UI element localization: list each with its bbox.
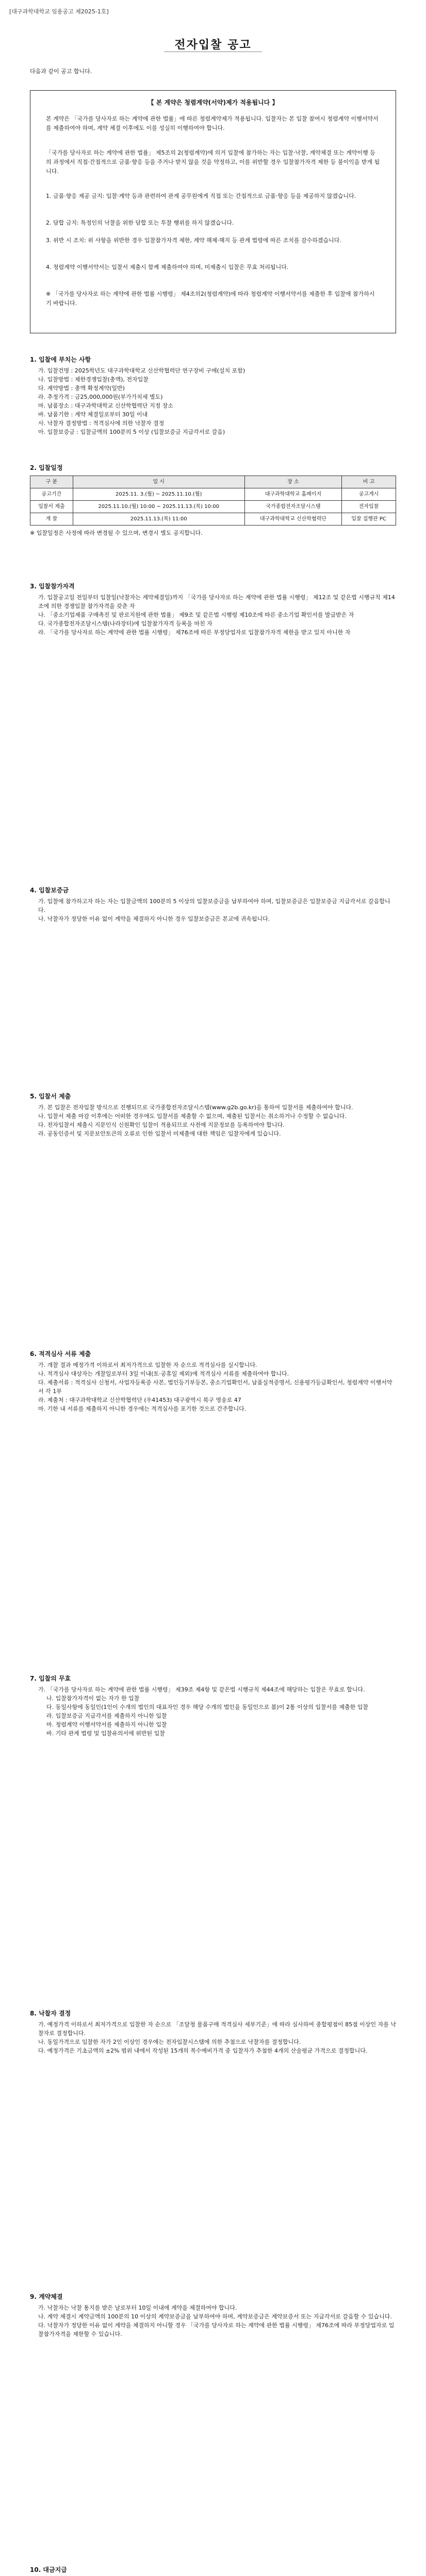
section-line: 나. 동일가격으로 입찰한 자가 2인 이상인 경우에는 전자입찰시스템에 의한 추첨으로 낙찰자를 결정합니다. <box>38 2039 301 2045</box>
table-header-cell: 비 고 <box>342 476 396 488</box>
section-line: 라. 「국가를 당사자로 하는 계약에 관한 법률 시행령」 제76조에 따른 부정당업자로 입찰참가자격 제한을 받고 있지 아니한 자 <box>38 629 351 636</box>
section-line: 다. 동일사항에 동일인(1인이 수개의 법인의 대표자인 경우 해당 수개의 법인을 동일인으로 봄)이 2통 이상의 입찰서를 제출한 입찰 <box>46 1704 368 1710</box>
notice-paragraph: 3. 위반 시 조치: 위 사항을 위반한 경우 입찰참가자격 제한, 계약 해제·해지 등 관계 법령에 따른 조치를 감수하겠습니다. <box>46 237 341 244</box>
section-line: 라. 입찰보증금 지급각서를 제출하지 아니한 입찰 <box>46 1713 167 1719</box>
section-award <box>30 2009 396 2055</box>
notice-paragraph: 1. 금품·향응 제공 금지: 입찰·계약 등과 관련하여 관계 공무원에게 직접 또는 간접적으로 금품·향응 등을 제공하지 않겠습니다. <box>46 193 356 199</box>
notice-paragraph: 「국가를 당사자로 하는 계약에 관한 법률」 제5조의 2(청렴계약)에 의거 입찰에 참가하는 자는 입찰·낙찰, 계약체결 또는 계약이행 등의 과정에서 직접·간접적으로 금품·향응 등을 주거나 받지 않을 것을 약정하고, 이를 위반할 경우 입찰참가자격 제한 등 불이익을 받게 됩니다. <box>46 149 380 175</box>
notice-box-title: 【 본 계약은 청렴계약(서약)제가 적용됩니다 】 <box>148 99 278 106</box>
section-line: 가. 개찰 결과 예정가격 이하로서 최저가격으로 입찰한 자 순으로 적격심사를 실시합니다. <box>38 1362 257 1368</box>
table-header-row <box>30 476 396 488</box>
notice-paragraph: 본 계약은 「국가를 당사자로 하는 계약에 관한 법률」에 따른 청렴계약제가 적용됩니다. 입찰자는 본 입찰 참여시 청렴계약 이행서약서를 제출하여야 하며, 계약 체결 이후에도 이를 성실히 이행하여야 합니다. <box>46 115 379 131</box>
document-page <box>9 0 417 2576</box>
table-cell: 국가종합전자조달시스템 <box>244 501 341 513</box>
section-line: 다. 예정가격은 기초금액의 ±2% 범위 내에서 작성된 15개의 복수예비가격 중 입찰자가 추첨한 4개의 산술평균 가격으로 결정합니다. <box>38 2047 368 2054</box>
section-title: 10. 대금지급 <box>30 2566 67 2573</box>
section-line: 마. 납품장소 : 대구과학대학교 신산학협력단 지정 장소 <box>38 402 173 409</box>
table-cell: 대구과학대학교 신산학협력단 <box>244 513 341 526</box>
section-line: 가. 「국가를 당사자로 하는 계약에 관한 법률 시행령」 제39조 제4항 및 같은법 시행규칙 제44조에 해당하는 입찰은 무효로 합니다. <box>38 1686 365 1693</box>
section-invalid-bids <box>30 1674 396 1738</box>
section-payment <box>30 2566 396 2576</box>
section-line: 라. 공동인증서 및 지문보안토큰의 오류로 인한 입찰서 미제출에 대한 책임은 입찰자에게 있습니다. <box>38 1130 281 1137</box>
table-cell: 2025.11. 3.(월) ~ 2025.11.10.(월) <box>73 488 244 501</box>
section-bid-items <box>30 355 396 436</box>
section-bid-bond <box>30 886 396 923</box>
table-row <box>30 488 396 501</box>
table-row <box>30 501 396 513</box>
intro-text: 다음과 같이 공고 합니다. <box>30 68 92 75</box>
section-line: 마. 청렴계약 이행서약서를 제출하지 아니한 입찰 <box>46 1721 167 1728</box>
section-qualification-docs <box>30 1350 396 1413</box>
table-header-cell: 일 시 <box>73 476 244 488</box>
section-title: 5. 입찰서 제출 <box>30 1093 71 1100</box>
section-line: 나. 입찰방법 : 제한경쟁입찰(총액), 전자입찰 <box>38 376 149 383</box>
section-line: 다. 낙찰자가 정당한 이유 없이 계약을 체결하지 아니할 경우 「국가를 당사자로 하는 계약에 관한 법률 시행령」 제76조에 따라 부정당업자로 입찰참가자격을 제한할 수 있습니다. <box>38 2322 395 2337</box>
section-contract <box>30 2293 396 2338</box>
section-line: 다. 계약방법 : 총액 확정계약(일반) <box>38 385 125 392</box>
section-line: 아. 입찰보증금 : 입찰금액의 100분의 5 이상 (입찰보증금 지급각서로 갈음) <box>38 429 225 435</box>
section-line: 가. 예정가격 이하로서 최저가격으로 입찰한 자 순으로 「조달청 물품구매 적격심사 세부기준」에 따라 심사하여 종합평점이 85점 이상인 자를 낙찰자로 결정합니다. <box>38 2021 396 2037</box>
section-title: 1. 입찰에 부치는 사항 <box>30 356 91 363</box>
integrity-contract-box <box>30 90 396 333</box>
section-line: 다. 제출서류 : 적격심사 신청서, 사업자등록증 사본, 법인등기부등본, 중소기업확인서, 납품실적증명서, 신용평가등급확인서, 청렴계약 이행서약서 각 1부 <box>38 1379 392 1395</box>
section-line: 나. 「중소기업제품 구매촉진 및 판로지원에 관한 법률」 제9조 및 같은법 시행령 제10조에 따른 중소기업 확인서를 발급받은 자 <box>38 612 354 618</box>
table-header-cell: 장 소 <box>244 476 341 488</box>
section-line: 가. 입찰건명 : 2025학년도 대구과학대학교 신산학협력단 연구장비 구매(설치 포함) <box>38 367 245 374</box>
section-line: 바. 납품기한 : 계약 체결일로부터 30일 이내 <box>38 411 148 418</box>
section-title: 6. 적격심사 서류 제출 <box>30 1350 91 1358</box>
table-cell: 2025.11.13.(목) 11:00 <box>73 513 244 526</box>
table-cell: 2025.11.10.(월) 10:00 ~ 2025.11.13.(목) 10:00 <box>73 501 244 513</box>
section-line: 나. 낙찰자가 정당한 이유 없이 계약을 체결하지 아니한 경우 입찰보증금은 본교에 귀속됩니다. <box>38 916 270 922</box>
table-cell: 대구과학대학교 홈페이지 <box>244 488 341 501</box>
table-cell: 개 찰 <box>30 513 73 526</box>
section-line: 라. 제출처 : 대구과학대학교 신산학협력단 (우41453) 대구광역시 북구 영송로 47 <box>38 1397 241 1403</box>
section-title: 3. 입찰참가자격 <box>30 583 75 590</box>
section-line: 가. 낙찰자는 낙찰 통지를 받은 날로부터 10일 이내에 계약을 체결하여야 합니다. <box>38 2304 237 2311</box>
section-line: 다. 국가종합전자조달시스템(나라장터)에 입찰참가자격 등록을 마친 자 <box>38 620 212 627</box>
section-bid-submission <box>30 1092 396 1138</box>
section-title: 7. 입찰의 무효 <box>30 1675 71 1682</box>
section-line: 사. 낙찰자 결정방법 : 적격심사에 의한 낙찰자 결정 <box>38 420 165 427</box>
table-cell: 입찰서 제출 <box>30 501 73 513</box>
section-line: 나. 입찰참가자격이 없는 자가 한 입찰 <box>46 1695 140 1702</box>
table-cell: 공고기간 <box>30 488 73 501</box>
section-line: 라. 추정가격 : 금25,000,000원(부가가치세 별도) <box>38 394 163 400</box>
section-eligibility <box>30 582 396 637</box>
section-line: 가. 입찰공고일 전일부터 입찰일(낙찰자는 계약체결일)까지 「국가를 당사자로 하는 계약에 관한 법률 시행령」 제12조 및 같은법 시행규칙 제14조에 의한 경쟁입찰 참가자격을 갖춘 자 <box>38 594 395 609</box>
schedule-note: ※ 입찰일정은 사정에 따라 변경될 수 있으며, 변경시 별도 공지합니다. <box>30 530 203 536</box>
section-line: 나. 입찰서 제출 마감 이후에는 어떠한 경우에도 입찰서를 제출할 수 없으며, 제출된 입찰서는 취소하거나 수정할 수 없습니다. <box>38 1113 347 1120</box>
section-line: 나. 적격심사 대상자는 개찰일로부터 3일 이내(토·공휴일 제외)에 적격심사 서류를 제출하여야 합니다. <box>38 1370 289 1377</box>
section-line: 다. 전자입찰서 제출시 지문인식 신원확인 입찰이 적용되므로 사전에 지문정보를 등록하여야 합니다. <box>38 1122 285 1128</box>
section-title: 9. 계약체결 <box>30 2293 63 2300</box>
section-title: 4. 입찰보증금 <box>30 887 69 894</box>
section-title: 8. 낙찰자 결정 <box>30 2010 71 2017</box>
notice-paragraph: ※ 「국가를 당사자로 하는 계약에 관한 법률 시행령」 제4조의2(청렴계약)에 따라 청렴계약 이행서약서를 제출한 후 입찰에 참가하시기 바랍니다. <box>46 291 375 307</box>
table-header-cell: 구 분 <box>30 476 73 488</box>
announcement-number: [대구과학대학교 임용공고 제2025-1호] <box>9 8 109 15</box>
table-cell: 전자입찰 <box>342 501 396 513</box>
table-cell: 입찰 집행관 PC <box>342 513 396 526</box>
schedule-table <box>30 476 396 526</box>
section-line: 가. 본 입찰은 전자입찰 방식으로 진행되므로 국가종합전자조달시스템(www.g2b.go.kr)을 통하여 입찰서를 제출하여야 합니다. <box>38 1104 353 1111</box>
section-line: 바. 기타 관계 법령 및 입찰유의서에 위반된 입찰 <box>46 1730 165 1737</box>
page-title: 전자입찰 공고 <box>174 39 252 52</box>
notice-paragraph: 2. 담합 금지: 특정인의 낙찰을 위한 담합 또는 투찰 행위를 하지 않겠습니다. <box>46 219 234 226</box>
table-row <box>30 513 396 526</box>
section-title: 2. 입찰일정 <box>30 464 63 471</box>
section-line: 가. 입찰에 참가하고자 하는 자는 입찰금액의 100분의 5 이상의 입찰보증금을 납부하여야 하며, 입찰보증금은 입찰보증금 지급각서로 갈음합니다. <box>38 898 390 913</box>
section-line: 마. 기한 내 서류를 제출하지 아니한 경우에는 적격심사를 포기한 것으로 간주합니다. <box>38 1405 247 1412</box>
notice-paragraph: 4. 청렴계약 이행서약서는 입찰서 제출시 함께 제출하여야 하며, 미제출시 입찰은 무효 처리됩니다. <box>46 264 289 270</box>
section-schedule <box>30 464 396 537</box>
table-cell: 공고게시 <box>342 488 396 501</box>
section-line: 나. 계약 체결시 계약금액의 100분의 10 이상의 계약보증금을 납부하여야 하며, 계약보증금은 계약보증서 또는 지급각서로 갈음할 수 있습니다. <box>38 2313 392 2320</box>
